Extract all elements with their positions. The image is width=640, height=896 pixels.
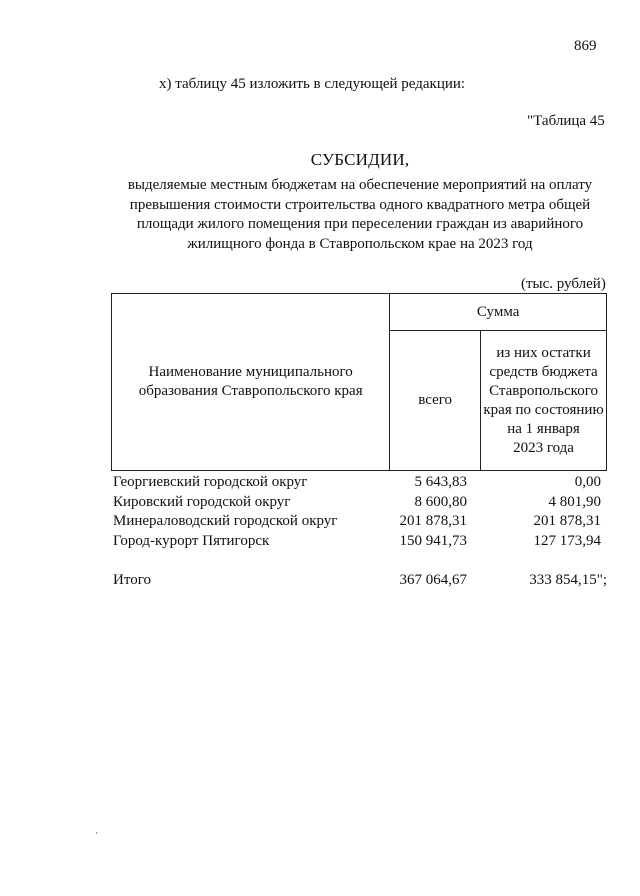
row-municipality: Город-курорт Пятигорск xyxy=(113,532,270,549)
row-total: 150 941,73 xyxy=(399,532,467,549)
header-text-line: 2023 года xyxy=(513,439,574,456)
document-title: СУБСИДИИ, xyxy=(310,150,410,169)
row-total: 201 878,31 xyxy=(399,513,467,529)
totals-remainder: 333 854,15"; xyxy=(529,572,607,588)
subtitle-line: превышения стоимости строительства одного квадратного метра общей xyxy=(129,196,591,213)
header-text-line: Ставропольского xyxy=(489,382,598,399)
table-row xyxy=(113,493,607,513)
header-sum-group: Сумма xyxy=(390,294,607,331)
header-text-line: Наименование муниципального xyxy=(148,364,353,380)
row-remainder: 4 801,90 xyxy=(548,493,601,510)
table-body xyxy=(113,473,607,551)
row-municipality: Минераловодский городской округ xyxy=(113,513,338,529)
header-text-line: средств бюджета xyxy=(489,363,598,380)
amendment-instruction: х) таблицу 45 изложить в следующей редакции: xyxy=(159,76,466,92)
header-municipality-name xyxy=(112,294,390,471)
units-note: (тыс. рублей) xyxy=(521,276,606,292)
row-municipality: Георгиевский городской округ xyxy=(113,474,308,490)
table-row xyxy=(113,532,607,552)
table-header xyxy=(111,293,607,471)
subtitle-line: площади жилого помещения при переселении граждан из аварийного xyxy=(136,216,584,232)
subtitle-line: выделяемые местным бюджетам на обеспечение мероприятий на оплату xyxy=(127,177,593,193)
subtitle-line: жилищного фонда в Ставропольском крае на 2023 год xyxy=(187,235,533,252)
totals-row xyxy=(113,570,607,590)
scan-speck xyxy=(96,832,97,834)
row-total: 5 643,83 xyxy=(414,474,467,490)
row-remainder: 201 878,31 xyxy=(533,513,601,529)
page-number: 869 xyxy=(574,38,597,54)
table-label: "Таблица 45 xyxy=(527,113,605,129)
table-row xyxy=(113,512,607,532)
header-text-line: края по состоянию xyxy=(483,401,604,418)
row-remainder: 127 173,94 xyxy=(533,532,601,549)
header-total: всего xyxy=(390,331,481,471)
row-total: 8 600,80 xyxy=(414,493,467,510)
header-text-line: образования Ставропольского края xyxy=(138,383,363,399)
header-text-line: из них остатки xyxy=(496,344,591,361)
table-row xyxy=(113,473,607,493)
totals-label: Итого xyxy=(113,572,151,588)
header-text-line: на 1 января xyxy=(507,420,580,437)
row-municipality: Кировский городской округ xyxy=(113,493,291,510)
row-remainder: 0,00 xyxy=(574,474,601,490)
header-remainder xyxy=(481,331,607,471)
totals-total: 367 064,67 xyxy=(399,572,467,588)
document-subtitle xyxy=(100,176,620,254)
